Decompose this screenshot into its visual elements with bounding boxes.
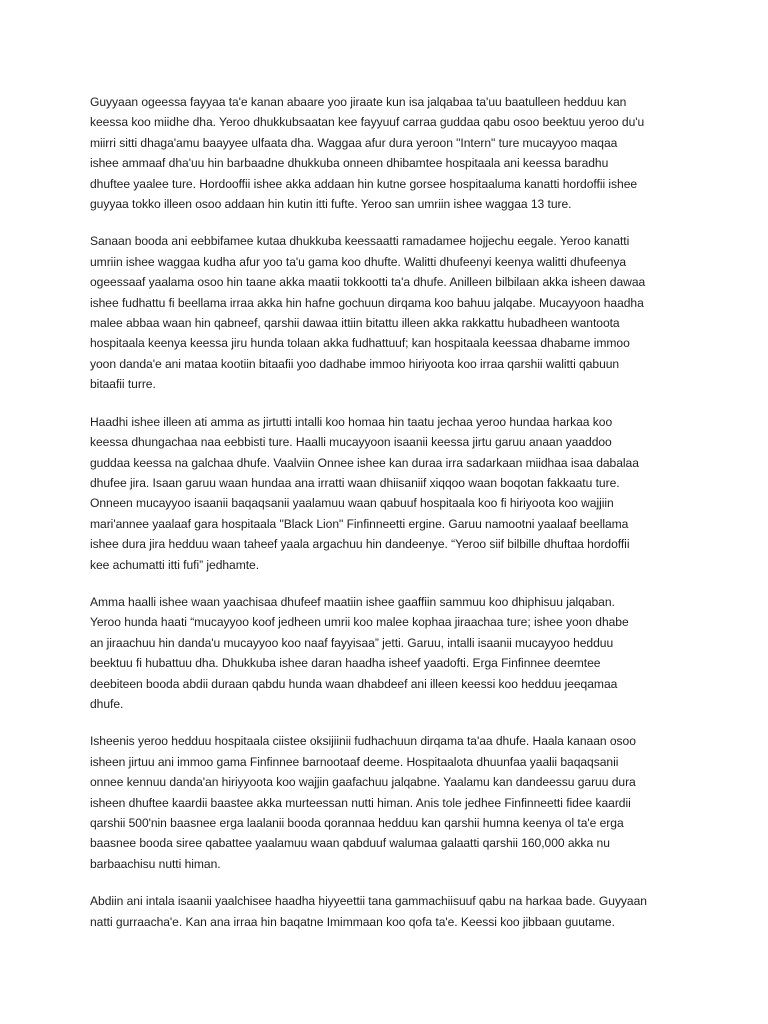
text-line: hospitaala keenya keessa jiru hunda tolaan akka fudhattuuf; kan hospitaala keessaa dhabame immoo [90, 336, 630, 351]
paragraph-4 [90, 592, 690, 714]
text-line: mari'annee yaalaaf gara hospitaala "Black Lion" Finfinneetti ergine. Garuu namootni yaalaaf beellama [90, 516, 629, 531]
text-line: guddaa keessa na galchaa dhufe. Vaalviin Onnee ishee kan duraa irra sadarkaan miidhaa isaa dabalaa [90, 455, 639, 470]
text-line: kee achumatti itti fufi” jedhamte. [90, 557, 260, 572]
text-line: Yeroo hunda haati “mucayyoo koof jedheen umrii koo malee kophaa jiraachaa ture; ishee yoon dhabe [90, 615, 629, 630]
document-body [90, 92, 690, 949]
text-line: deebiteen booda abdii duraan qabdu hunda waan dhabdeef ani illeen keessi koo hedduu jeeqamaa [90, 676, 618, 691]
text-line: yoon danda'e ani mataa kootiin bitaafii yoo dadhabe immoo hiriyoota koo irraa qarshii walitti qabuun [90, 356, 620, 371]
text-line: ishee ammaaf dha'uu hin barbaadne dhukkuba onneen dhibamtee hospitaala ani keessa baradhu [90, 156, 609, 171]
text-line: Sanaan booda ani eebbifamee kutaa dhukkuba keessaatti ramadamee hojjechu eegale. Yeroo kanatti [90, 234, 630, 249]
text-line: an jiraachuu hin danda'u mucayyoo koo naaf fayyisaa” jetti. Garuu, intalli isaanii mucayyoo hedduu [90, 635, 614, 650]
text-line: umriin ishee waggaa kudha afur yoo ta'u gama koo dhufte. Walitti dhufeenyi keenya walitti dhufeenya [90, 254, 627, 269]
text-line: malee abbaa waan hin qabneef, qarshii dawaa ittiin bitattu illeen akka rakkattu hubadheen wantoota [90, 316, 620, 331]
text-line: baasnee booda siree qabattee yaalamuu waan qabduuf walumaa galaatti qarshii 160,000 akka nu [90, 836, 610, 851]
text-line: dhufe. [90, 696, 124, 711]
text-line: ishee fudhattu fi beellama irraa akka hin hafne gochuun dirqama koo bahuu jalqabe. Mucayyoon haadha [90, 295, 644, 310]
text-line: keessa dhungachaa naa eebbisti ture. Haalli mucayyoon isaanii keessa jirtu garuu anaan yaaddoo [90, 435, 612, 450]
text-line: Onneen mucayyoo isaanii baqaqsanii yaalamuu waan qabuuf hospitaala koo fi hiriyoota koo wajjiin [90, 496, 614, 511]
text-line: dhufee jira. Isaan garuu waan hundaa ana irratti waan dhiisaniif xiqqoo waan boqotan fakkaatu ture. [90, 475, 620, 490]
text-line: Abdiin ani intala isaanii yaalchisee haadha hiyyeettii tana gammachiisuuf qabu na harkaa bade. Guyyaan [90, 894, 647, 909]
paragraph-5 [90, 731, 690, 874]
text-line: Isheenis yeroo hedduu hospitaala ciistee oksijiinii fudhachuun dirqama ta'aa dhufe. Haala kanaan osoo [90, 734, 636, 749]
text-line: natti gurraacha'e. Kan ana irraa hin baqatne Imimmaan koo qofa ta'e. Keessi koo jibbaan guutame. [90, 914, 615, 929]
text-line: beektuu fi hubattuu dha. Dhukkuba ishee daran haadha isheef yaadofti. Erga Finfinnee deemtee [90, 656, 601, 671]
text-line: Amma haalli ishee waan yaachisaa dhufeef maatiin ishee gaaffiin sammuu koo dhiphisuu jalqaban. [90, 594, 615, 609]
text-line: Haadhi ishee illeen ati amma as jirtutti intalli koo homaa hin taatu jechaa yeroo hundaa harkaa koo [90, 414, 613, 429]
paragraph-3 [90, 412, 690, 575]
text-line: ogeessaaf yaalama osoo hin taane akka maatii tokkootti ta'a dhufe. Anilleen bilbilaan akka isheen dawaa [90, 275, 646, 290]
text-line: isheen jirtuu ani immoo gama Finfinnee barnootaaf deeme. Hospitaalota dhuunfaa yaalii baqaqsanii [90, 754, 619, 769]
paragraph-1 [90, 92, 690, 214]
text-line: ishee dura jira hedduu waan taheef yaala argachuu hin dandeenye. “Yeroo siif bilbille dhuftaa hordoffii [90, 537, 630, 552]
text-line: miirri sitti dhaga'amu baayyee ulfaata dha. Waggaa afur dura yeroon "Intern" ture mucayyoo maqaa [90, 135, 618, 150]
text-line: guyyaa tokko illeen osoo addaan hin kutin itti fufte. Yeroo san umriin ishee waggaa 13 ture. [90, 197, 572, 212]
text-line: Guyyaan ogeessa fayyaa ta'e kanan abaare yoo jiraate kun isa jalqabaa ta'uu baatulleen hedduu kan [90, 95, 627, 109]
paragraph-6 [90, 891, 690, 932]
text-line: isheen dhuftee kaardii baastee akka murteessan nutti himan. Anis tole jedhee Finfinneetti fidee kaardii [90, 795, 631, 810]
paragraph-2 [90, 231, 690, 394]
text-line: qarshii 500'nin baasnee erga laalanii booda qorannaa hedduu kan qarshii humna keenya ol ta'e erga [90, 816, 624, 830]
text-line: bitaafii turre. [90, 377, 156, 392]
text-line: dhuftee yaalee ture. Hordooffii ishee akka addaan hin kutne gorsee hospitaaluma kanatti hordoffii ishee [90, 176, 638, 191]
text-line: keessa koo miidhe dha. Yeroo dhukkubsaatan kee fayyuuf carraa guddaa qabu osoo beektuu yeroo du'u [90, 115, 645, 130]
text-line: onnee kennuu danda'an hiriyyoota koo wajjin gaafachuu jalqabne. Yaalamu kan dandeessu garuu dura [90, 775, 636, 790]
text-line: barbaachisu nutti himan. [90, 856, 221, 871]
